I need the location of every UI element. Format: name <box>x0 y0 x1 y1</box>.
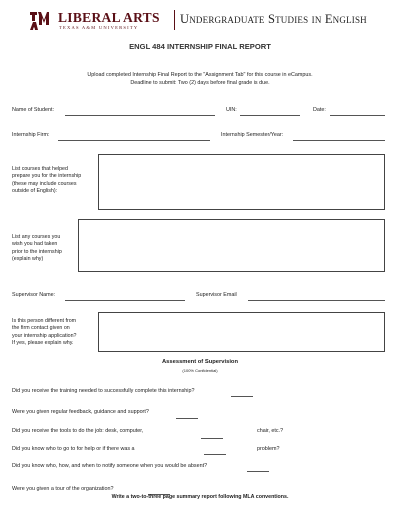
supervisor-name-label: Supervisor Name: <box>12 292 56 298</box>
question-tour: Were you given a tour of the organization? <box>12 486 114 492</box>
assessment-title: Assessment of Supervision <box>161 359 239 365</box>
courses-wish-textbox[interactable] <box>78 219 385 272</box>
header-divider <box>174 10 175 30</box>
supervisor-name-field[interactable] <box>65 300 185 301</box>
instruction-upload: Upload completed Internship Final Report to the "Assignment Tab" for this course in eCampus. <box>87 72 313 78</box>
date-label: Date: <box>313 107 326 113</box>
answer-help-field[interactable] <box>204 454 226 455</box>
student-name-field[interactable] <box>65 115 215 116</box>
contact-different-textbox[interactable] <box>98 312 385 352</box>
courses-wish-label: List any courses you wish you had taken prior to the internship (explain why) <box>12 234 62 263</box>
question-tools-cont: chair, etc.? <box>257 428 284 434</box>
courses-helped-label: List courses that helped prepare you for the internship (these may include courses outside of English): <box>12 166 82 195</box>
semester-label: Internship Semester/Year: <box>221 132 284 138</box>
firm-label: Internship Firm: <box>12 132 50 138</box>
question-help-cont: problem? <box>257 446 280 452</box>
uin-label: UIN: <box>226 107 237 113</box>
firm-field[interactable] <box>58 140 210 141</box>
summary-instruction: Write a two-to-three page summary report following MLA conventions. <box>111 494 289 500</box>
brand-subtitle: TEXAS A&M UNIVERSITY <box>59 25 139 30</box>
question-help: Did you know who to go to for help or if there was a <box>12 446 135 452</box>
page-title: ENGL 484 INTERNSHIP FINAL REPORT <box>129 42 271 51</box>
tamu-logo-icon <box>28 9 50 31</box>
question-training: Did you receive the training needed to successfully complete this internship? <box>12 388 195 394</box>
department-title: Undergraduate Studies in English <box>180 12 367 26</box>
date-field[interactable] <box>330 115 385 116</box>
answer-training-field[interactable] <box>231 396 253 397</box>
answer-absent-field[interactable] <box>247 471 269 472</box>
supervisor-email-field[interactable] <box>248 300 385 301</box>
uin-field[interactable] <box>240 115 300 116</box>
instruction-deadline: Deadline to submit: Two (2) days before final grade is due. <box>130 80 270 86</box>
supervisor-email-label: Supervisor Email <box>196 292 237 298</box>
question-absent: Did you know who, how, and when to notify someone when you would be absent? <box>12 463 208 469</box>
answer-tools-field[interactable] <box>201 438 223 439</box>
brand-name: LIBERAL ARTS <box>58 10 160 25</box>
contact-different-label: Is this person different from the firm contact given on your internship application? If yes, please explain why. <box>12 318 77 347</box>
student-name-label: Name of Student: <box>12 107 54 113</box>
assessment-subtitle: (100% Confidential) <box>182 368 218 373</box>
question-tools: Did you receive the tools to do the job: desk, computer, <box>12 428 144 434</box>
semester-field[interactable] <box>293 140 385 141</box>
courses-helped-textbox[interactable] <box>98 154 385 210</box>
question-feedback: Were you given regular feedback, guidance and support? <box>12 409 149 415</box>
answer-feedback-field[interactable] <box>176 418 198 419</box>
